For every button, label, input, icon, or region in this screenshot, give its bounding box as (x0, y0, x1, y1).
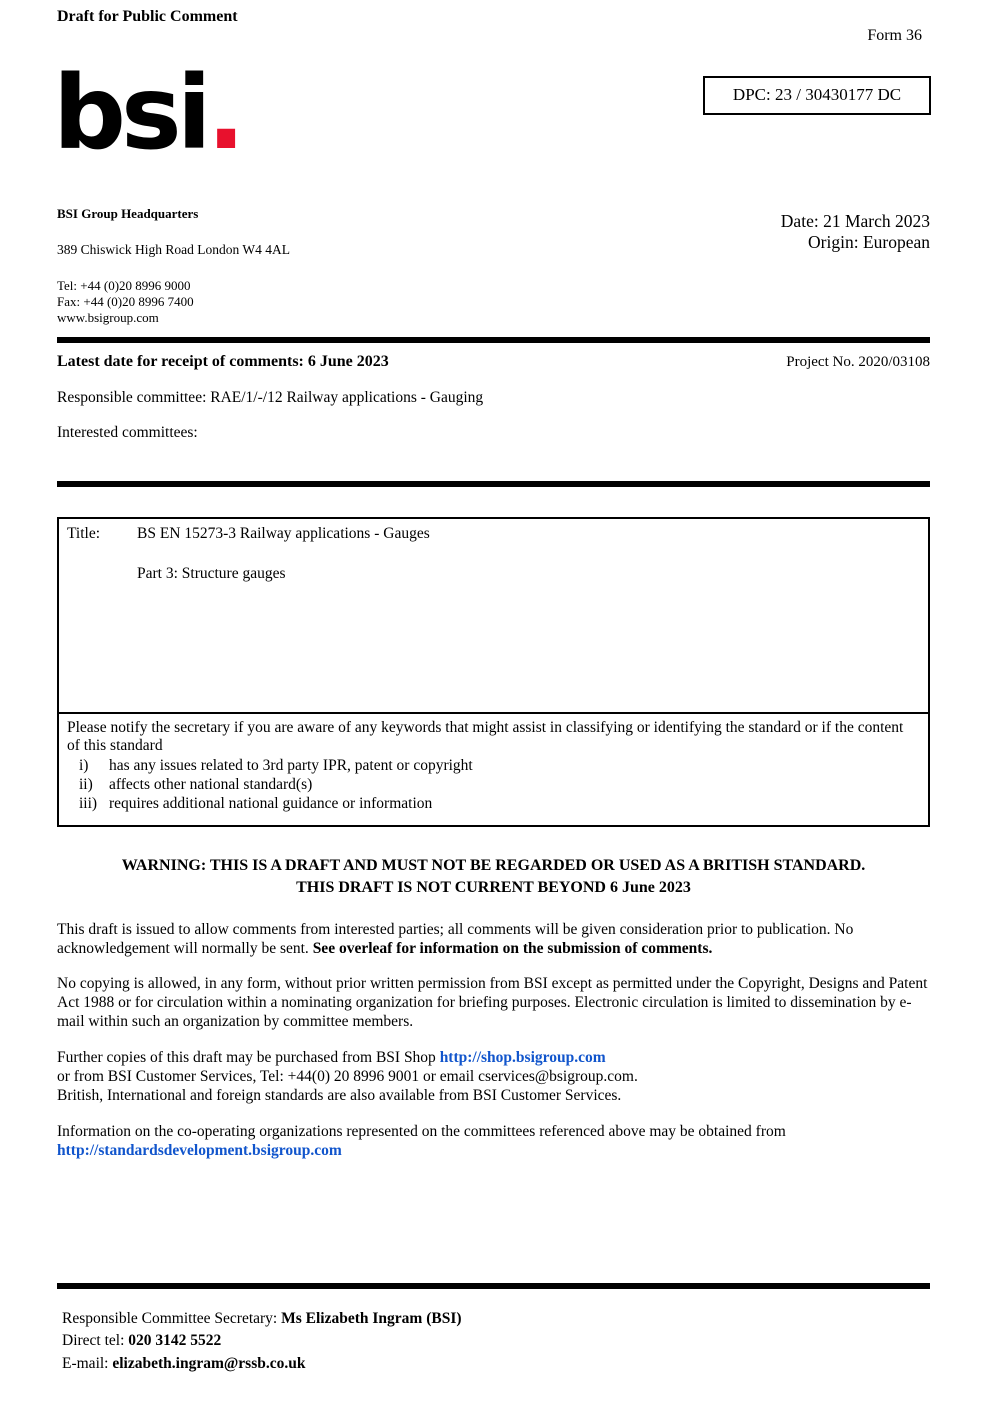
hq-address: 389 Chiswick High Road London W4 4AL (57, 241, 290, 257)
form-number: Form 36 (867, 27, 922, 44)
title-label: Title: (67, 525, 101, 542)
bsi-shop-link[interactable]: http://shop.bsigroup.com (439, 1049, 606, 1067)
standard-subtitle: Part 3: Structure gauges (137, 565, 286, 582)
secretary-footer (62, 1308, 462, 1375)
keywords-notice-box (57, 714, 930, 827)
title-box (57, 517, 930, 714)
customer-services-line: or from BSI Customer Services, Tel: +44(0) 20 8996 9001 or email cservices@bsigroup.com. (57, 1068, 638, 1086)
standards-development-link[interactable]: http://standardsdevelopment.bsigroup.com (57, 1141, 342, 1159)
dpc-number-box (703, 76, 931, 115)
keywords-item-2-num: ii) (79, 775, 93, 793)
date-origin-block (781, 211, 930, 253)
comments-paragraph-bold: See overleaf for information on the submission of comments. (312, 939, 713, 957)
secretary-line (62, 1308, 462, 1330)
keywords-item-2-text: affects other national standard(s) (109, 775, 313, 793)
bsi-logo (53, 54, 246, 173)
email-value: elizabeth.ingram@rssb.co.uk (112, 1354, 306, 1372)
comments-paragraph (57, 921, 930, 959)
direct-tel-value: 020 3142 5522 (128, 1332, 222, 1350)
keywords-item-3 (67, 795, 920, 813)
copyright-paragraph: No copying is allowed, in any form, without prior written permission from BSI except as permitted under the Copyright, Designs and Patent Act 1988 or for circulation within a nominating organization for briefing purposes. Electronic circulation is limited to dissemination by e-mail within such an organization by committee members. (57, 975, 928, 1031)
secretary-name: Ms Elizabeth Ingram (BSI) (281, 1310, 462, 1327)
draft-warning (57, 855, 930, 898)
interested-committees-line: Interested committees: (57, 424, 198, 441)
headquarters-block (57, 206, 290, 327)
dpc-number: DPC: 23 / 30430177 DC (732, 85, 902, 104)
direct-tel-line (62, 1330, 462, 1352)
horizontal-rule-middle (57, 481, 930, 487)
draft-warning-line1: WARNING: THIS IS A DRAFT AND MUST NOT BE REGARDED OR USED AS A BRITISH STANDARD. (121, 857, 866, 875)
direct-tel-label: Direct tel: (62, 1332, 129, 1350)
hq-tel: Tel: +44 (0)20 8996 9000 (57, 277, 191, 293)
keywords-item-2 (67, 776, 920, 794)
hq-website: www.bsigroup.com (57, 310, 159, 326)
cooperating-orgs-paragraph (57, 1123, 930, 1161)
main-content (57, 353, 930, 1178)
email-line (62, 1353, 462, 1375)
purchase-intro: Further copies of this draft may be purchased from BSI Shop (57, 1049, 440, 1067)
email-label: E-mail: (62, 1354, 113, 1372)
comments-paragraph-text: This draft is issued to allow comments from interested parties; all comments will be given consideration prior to publication. No acknowledgement will normally be sent. (57, 920, 854, 957)
draft-for-public-comment-label: Draft for Public Comment (57, 8, 238, 25)
draft-warning-line2: THIS DRAFT IS NOT CURRENT BEYOND 6 June 2023 (296, 879, 691, 896)
keywords-item-1-num: i) (79, 756, 89, 774)
keywords-item-3-text: requires additional national guidance or information (109, 795, 433, 813)
purchase-paragraph (57, 1049, 930, 1106)
bsi-logo-text: bsi (53, 54, 207, 173)
cooperating-orgs-text: Information on the co-operating organizations represented on the committees referenced above may be obtained from (57, 1122, 786, 1140)
standards-availability-line: British, International and foreign standards are also available from BSI Customer Services. (57, 1086, 622, 1104)
horizontal-rule-top (57, 337, 930, 343)
body-paragraphs (57, 921, 930, 1161)
horizontal-rule-bottom (57, 1283, 930, 1289)
responsible-committee-line: Responsible committee: RAE/1/-/12 Railway applications - Gauging (57, 389, 484, 406)
keywords-item-3-num: iii) (79, 795, 98, 813)
hq-title: BSI Group Headquarters (57, 206, 199, 221)
standard-title: BS EN 15273-3 Railway applications - Gauges (137, 525, 430, 542)
origin-line: Origin: European (808, 232, 930, 252)
bsi-logo-dot: . (206, 54, 246, 173)
project-number: Project No. 2020/03108 (786, 354, 930, 370)
hq-fax: Fax: +44 (0)20 8996 7400 (57, 294, 194, 310)
keywords-item-1 (67, 757, 920, 775)
keywords-item-1-text: has any issues related to 3rd party IPR, patent or copyright (109, 756, 473, 774)
secretary-label: Responsible Committee Secretary: (62, 1310, 282, 1327)
latest-date-line: Latest date for receipt of comments: 6 June 2023 (57, 353, 389, 370)
keywords-intro: Please notify the secretary if you are aware of any keywords that might assist in classifying or identifying the standard or if the content of this standard (67, 719, 904, 755)
date-line: Date: 21 March 2023 (780, 211, 930, 231)
